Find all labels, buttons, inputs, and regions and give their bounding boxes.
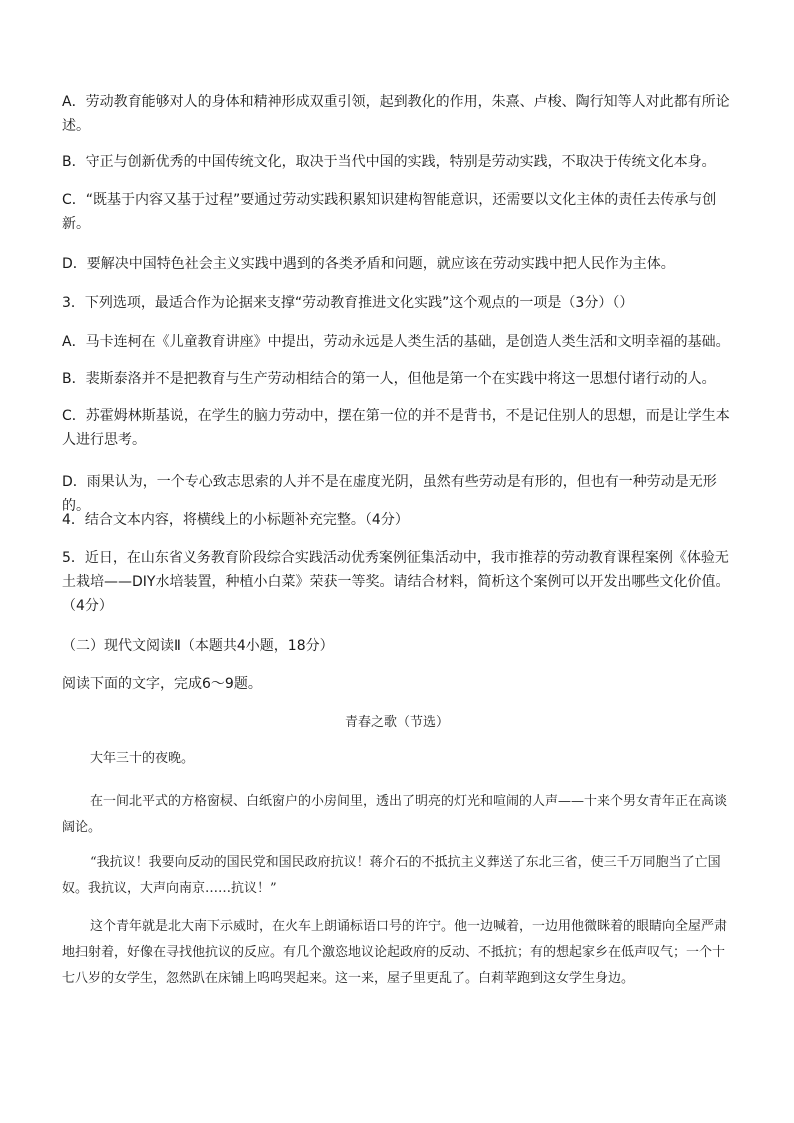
q3-option-d: D．雨果认为，一个专心致志思索的人并不是在虚度光阴，虽然有些劳动是有形的，但也有一种劳动是无形的。 [62, 474, 717, 514]
passage-paragraph: 这个青年就是北大南下示威时，在火车上朗诵标语口号的许宁。他一边喊着，一边用他微眯着的眼睛向全屋严肃地扫射着，好像在寻找他抗议的反应。有几个激恣地议论起政府的反动、不抵抗；有的想起家乡在低声叹气；一个十七八岁的女学生，忽然趴在床铺上呜呜哭起来。这一来，屋子里更乱了。白莉苹跑到这女学生身边。 [62, 919, 728, 986]
passage-paragraph: “我抗议！我要向反动的国民党和国民政府抗议！蒋介石的不抵抗主义葬送了东北三省，使三千万同胞当了亡国奴。我抗议，大声向南京……抗议！” [62, 855, 721, 896]
q5-question: 5．近日，在山东省义务教育阶段综合实践活动优秀案例征集活动中，我市推荐的劳动教育课程案例《体验无土栽培——DIY水培装置，种植小白菜》荣获一等奖。请结合材料，简析这个案例可以开发出哪些文化价值。（4分） [62, 550, 730, 614]
q3-option-a: A．马卡连柯在《儿童教育讲座》中提出，劳动永远是人类生活的基础，是创造人类生活和文明幸福的基础。 [62, 334, 730, 350]
q2-option-a: A．劳动教育能够对人的身体和精神形成双重引领，起到教化的作用，朱熹、卢梭、陶行知等人对此都有所论述。 [62, 94, 730, 134]
passage-paragraph: 大年三十的夜晚。 [90, 751, 195, 766]
q3-option-c: C．苏霍姆林斯基说，在学生的脑力劳动中，摆在第一位的并不是背书，不是记住别人的思想，而是让学生本人进行思考。 [62, 408, 730, 448]
q4-question: 4．结合文本内容，将横线上的小标题补充完整。（4分） [62, 512, 409, 528]
section-heading: （二）现代文阅读Ⅱ（本题共4小题，18分） [62, 638, 334, 654]
passage-title: 青春之歌（节选） [344, 715, 449, 730]
q2-option-d: D．要解决中国特色社会主义实践中遇到的各类矛盾和问题，就应该在劳动实践中把人民作为主体。 [62, 256, 675, 272]
section-instruction: 阅读下面的文字，完成6～9题。 [62, 676, 262, 692]
q3-option-b: B．裴斯泰洛并不是把教育与生产劳动相结合的第一人，但他是第一个在实践中将这一思想付诸行动的人。 [62, 371, 716, 387]
q2-option-b: B．守正与创新优秀的中国传统文化，取决于当代中国的实践，特别是劳动实践，不取决于传统文化本身。 [62, 154, 716, 170]
passage-paragraph: 在一间北平式的方格窗棂、白纸窗户的小房间里，透出了明亮的灯光和喧闹的人声——十来个男女青年正在高谈阔论。 [62, 794, 728, 835]
q3-stem: 3．下列选项，最适合作为论据来支撑“劳动教育推进文化实践”这个观点的一项是（3分）（） [62, 295, 634, 311]
q2-option-c: C．“既基于内容又基于过程”要通过劳动实践积累知识建构智能意识，还需要以文化主体的责任去传承与创新。 [62, 192, 717, 232]
